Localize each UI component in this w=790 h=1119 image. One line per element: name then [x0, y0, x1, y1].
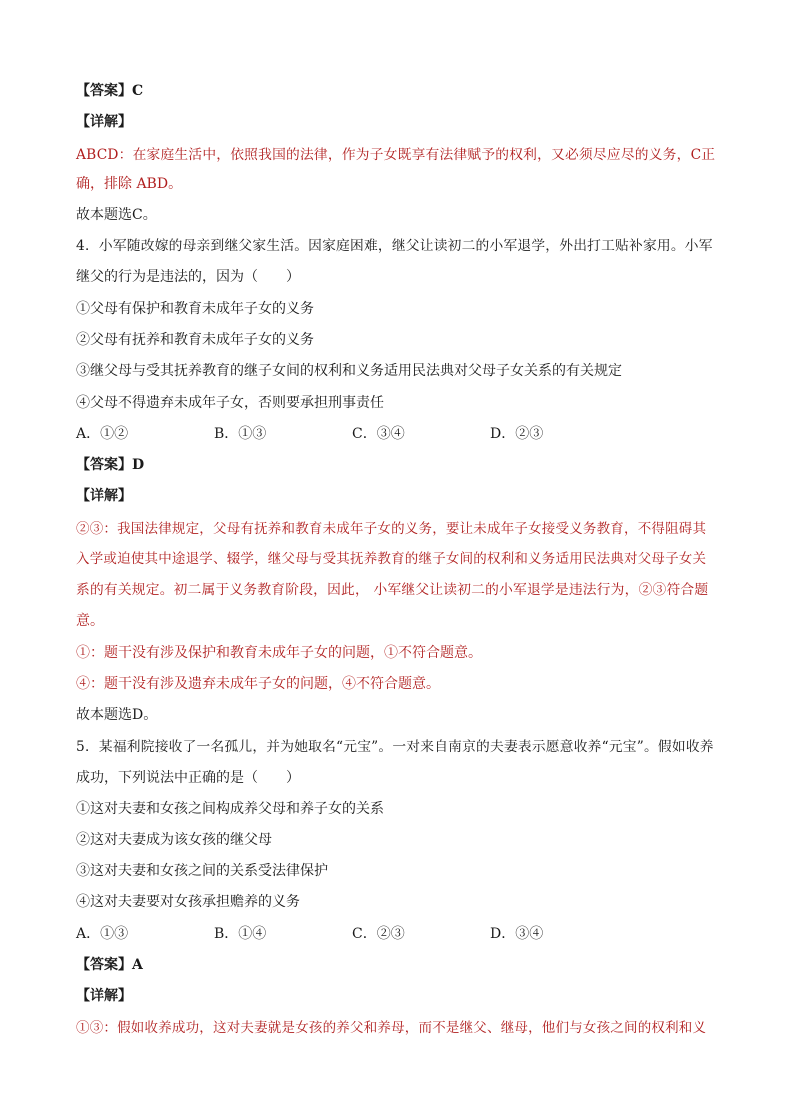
- q4-statement-3: ③继父母与受其抚养教育的继子女间的权利和义务适用民法典对父母子女关系的有关规定: [76, 363, 622, 379]
- q4-option-d: D．②③: [490, 426, 544, 442]
- q4-conclusion: 故本题选D。: [76, 707, 158, 723]
- q5-option-b: B．①④: [214, 926, 267, 942]
- q5-detail-line-1: ①③：假如收养成功，这对夫妻就是女孩的养父和养母，而不是继父、继母，他们与女孩之间的权利和义: [76, 1020, 707, 1036]
- q4-stem-line-1: 4．小军随改嫁的母亲到继父家生活。因家庭困难，继父让读初二的小军退学，外出打工贴补家用。小军: [76, 238, 713, 254]
- q4-statement-1: ①父母有保护和教育未成年子女的义务: [76, 301, 314, 317]
- q5-statement-1: ①这对夫妻和女孩之间构成养父母和养子女的关系: [76, 801, 384, 817]
- q5-option-a: A．①③: [76, 926, 129, 942]
- q4-exclusion-2: ④：题干没有涉及遗弃未成年子女的问题，④不符合题意。: [76, 676, 440, 692]
- q4-detail-line-1: ②③：我国法律规定，父母有抚养和教育未成年子女的义务，要让未成年子女接受义务教育，不得阻碍其: [76, 521, 707, 537]
- q3-conclusion: 故本题选C。: [76, 207, 157, 223]
- q4-exclusion-1: ①：题干没有涉及保护和教育未成年子女的问题，①不符合题意。: [76, 645, 482, 661]
- q5-detail-label: 【详解】: [76, 988, 132, 1004]
- q5-option-d: D．③④: [490, 926, 544, 942]
- q3-answer: 【答案】C: [76, 83, 144, 99]
- q4-detail-label: 【详解】: [76, 488, 132, 504]
- q4-option-b: B．①③: [214, 426, 267, 442]
- q5-stem-line-2: 成功，下列说法中正确的是（ ）: [76, 770, 300, 786]
- q4-detail-line-3: 系的有关规定。初二属于义务教育阶段，因此， 小军继父让读初二的小军退学是违法行为，②③符合题: [76, 582, 709, 598]
- q4-detail-line-2: 入学或迫使其中途退学、辍学，继父母与受其抚养教育的继子女间的权利和义务适用民法典对父母子女关: [76, 551, 707, 567]
- q4-answer: 【答案】D: [76, 457, 145, 473]
- q3-detail-line-1: ABCD：在家庭生活中，依照我国的法律，作为子女既享有法律赋予的权利，又必须尽应尽的义务，C正: [76, 147, 716, 163]
- q4-stem-line-2: 继父的行为是违法的，因为（ ）: [76, 269, 300, 285]
- q5-option-c: C．②③: [352, 926, 405, 942]
- q4-detail-line-4: 意。: [76, 613, 104, 629]
- q5-stem-line-1: 5．某福利院接收了一名孤儿，并为她取名“元宝”。一对来自南京的夫妻表示愿意收养“元宝”。假如收养: [76, 739, 714, 755]
- q3-detail-label: 【详解】: [76, 114, 132, 130]
- q5-statement-3: ③这对夫妻和女孩之间的关系受法律保护: [76, 863, 328, 879]
- q5-statement-2: ②这对夫妻成为该女孩的继父母: [76, 832, 272, 848]
- q5-statement-4: ④这对夫妻要对女孩承担赡养的义务: [76, 894, 300, 910]
- q4-statement-4: ④父母不得遗弃未成年子女，否则要承担刑事责任: [76, 395, 384, 411]
- q5-answer: 【答案】A: [76, 957, 143, 973]
- q3-detail-line-2: 确，排除 ABD。: [76, 176, 183, 192]
- q4-statement-2: ②父母有抚养和教育未成年子女的义务: [76, 332, 314, 348]
- q4-option-c: C．③④: [352, 426, 405, 442]
- q4-option-a: A．①②: [76, 426, 129, 442]
